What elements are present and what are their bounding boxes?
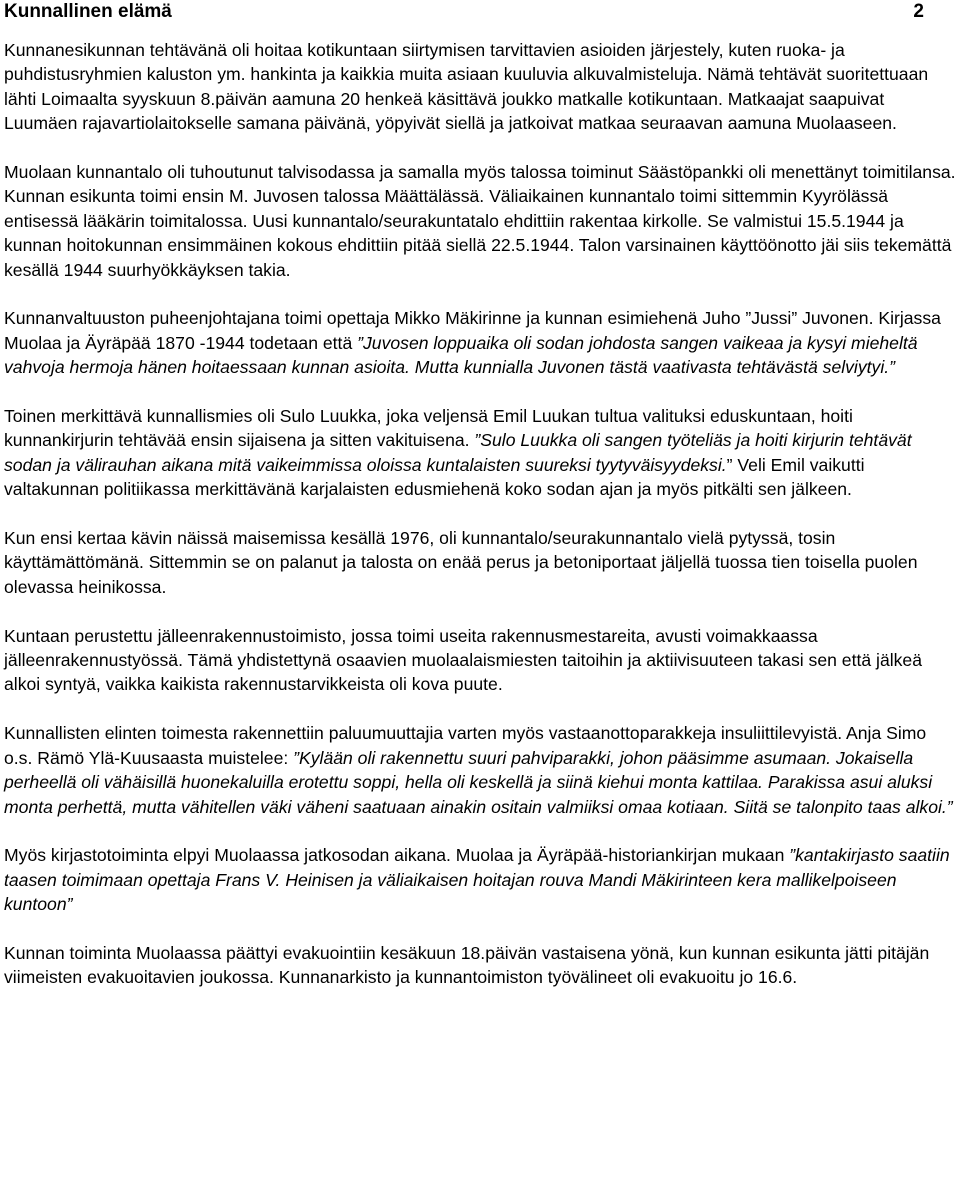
paragraph	[4, 624, 959, 697]
body-text: Myös kirjastotoiminta elpyi Muolaassa jatkosodan aikana. Muolaa ja Äyräpää-historiankirjan mukaan	[4, 845, 790, 866]
quote-text: ”Sulo Luukka oli sangen työteliäs ja hoiti kirjurin tehtävät sodan ja välirauhan aikana mitä vaikeimmissa oloissa kuntalaisten suureksi tyytyväisyydeksi.	[4, 430, 912, 475]
paragraph	[4, 38, 959, 136]
paragraph	[4, 404, 959, 502]
body-text: Kunnanesikunnan tehtävänä oli hoitaa kotikuntaan siirtymisen tarvittavien asioiden järjestely, kuten ruoka- ja puhdistusryhmien kaluston ym. hankinta ja kaikkia muita asiaan kuuluvia alkuvalmisteluja. Nämä tehtävät suoritettuaan lähti Loimaalta syyskuun 8.päivän aamuna 20 henkeä käsittävä joukko matkalle kotikuntaan. Matkaajat saapuivat Luumäen rajavartiolaitokselle samana päivänä, yöpyivät siellä ja jatkoivat matkaa seuraavan aamuna Muolaaseen.	[4, 40, 929, 134]
body-text: Kuntaan perustettu jälleenrakennustoimisto, jossa toimi useita rakennusmestareita, avusti voimakkaassa jälleenrakennustyössä. Tämä yhdistettynä osaavien muolaalaismiesten taitoihin ja aktiivisuuteen takasi sen että jälkeä alkoi syntyä, vaikka kaikista rakennustarvikkeista oli kova puute.	[4, 625, 923, 695]
paragraph	[4, 721, 959, 819]
quote-text: ”Juvosen loppuaika oli sodan johdosta sangen vaikeaa ja kysyi mieheltä vahvoja hermoja hänen hoitaessaan kunnan asioita. Mutta kunnialla Juvonen tästä vaativasta tehtävästä selviytyi.”	[4, 332, 918, 378]
page-header	[4, 0, 954, 26]
quote-text: ”Kylään oli rakennettu suuri pahviparakki, johon pääsimme asumaan. Jokaisella perheellä oli vähäisillä huonekaluilla erotettu soppi, hella oli keskellä ja siinä kiehui monta kattilaa. Parakissa asui aluksi monta perhettä, mutta vähitellen väki väheni saatuaan ainakin ositain valmiiksi omaa kotiaan. Siitä se talonpito taas alkoi.”	[4, 747, 953, 817]
body-text: Toinen merkittävä kunnallismies oli Sulo Luukka, joka veljensä Emil Luukan tultua valituksi eduskuntaan, hoiti kunnankirjurin tehtävää ensin sijaisena ja sitten vakituisena.	[4, 406, 853, 451]
paragraph	[4, 941, 959, 990]
document-body	[4, 38, 959, 990]
document-page	[4, 0, 954, 1014]
chapter-title: Kunnallinen elämä	[4, 1, 172, 22]
body-text: Kunnallisten elinten toimesta rakennettiin paluumuuttajia varten myös vastaanottoparakkeja insuliittilevyistä. Anja Simo o.s. Rämö Ylä-Kuusaasta muistelee:	[4, 723, 927, 768]
page-number: 2	[913, 1, 924, 22]
quote-text: ”kantakirjasto saatiin taasen toimimaan opettaja Frans V. Heinisen ja väliaikaisen hoitajan rouva Mandi Mäkirinteen kera mallikelpoiseen kuntoon”	[4, 845, 950, 915]
paragraph	[4, 526, 959, 599]
body-text: Kun ensi kertaa kävin näissä maisemissa kesällä 1976, oli kunnantalo/seurakunnantalo vielä pytyssä, tosin käyttämättömänä. Sittemmin se on palanut ja talosta on enää perus ja betoniportaat jäljellä tuossa tien toisella puolen olevassa heinikossa.	[4, 528, 918, 597]
body-text: ” Veli Emil vaikutti valtakunnan politiikassa merkittävänä karjalaisten edusmiehenä koko sodan ajan ja myös pitkälti sen jälkeen.	[4, 454, 865, 500]
body-text: Kunnan toiminta Muolaassa päättyi evakuointiin kesäkuun 18.päivän vastaisena yönä, kun kunnan esikunta jätti pitäjän viimeisten evakuoitavien joukossa. Kunnanarkisto ja kunnantoimiston työvälineet oli evakuoitu jo 16.6.	[4, 942, 930, 988]
body-text: Kunnanvaltuuston puheenjohtajana toimi opettaja Mikko Mäkirinne ja kunnan esimiehenä Juho ”Jussi” Juvonen. Kirjassa Muolaa ja Äyräpää 1870 -1944 todetaan että	[4, 308, 941, 353]
paragraph	[4, 306, 959, 379]
paragraph	[4, 843, 959, 916]
paragraph	[4, 160, 959, 282]
body-text: Muolaan kunnantalo oli tuhoutunut talvisodassa ja samalla myös talossa toiminut Säästöpankki oli menettänyt toimitilansa. Kunnan esikunta toimi ensin M. Juvosen talossa Määttälässä. Väliaikainen kunnantalo toimi sittemmin Kyyrölässä entisessä lääkärin toimitalossa. Uusi kunnantalo/seurakuntatalo ehdittiin rakentaa kirkolle. Se valmistui 15.5.1944 ja kunnan hoitokunnan ensimmäinen kokous ehdittiin pitää siellä 22.5.1944. Talon varsinainen käyttöönotto jäi siis tekemättä kesällä 1944 suurhyökkäyksen takia.	[4, 162, 956, 280]
